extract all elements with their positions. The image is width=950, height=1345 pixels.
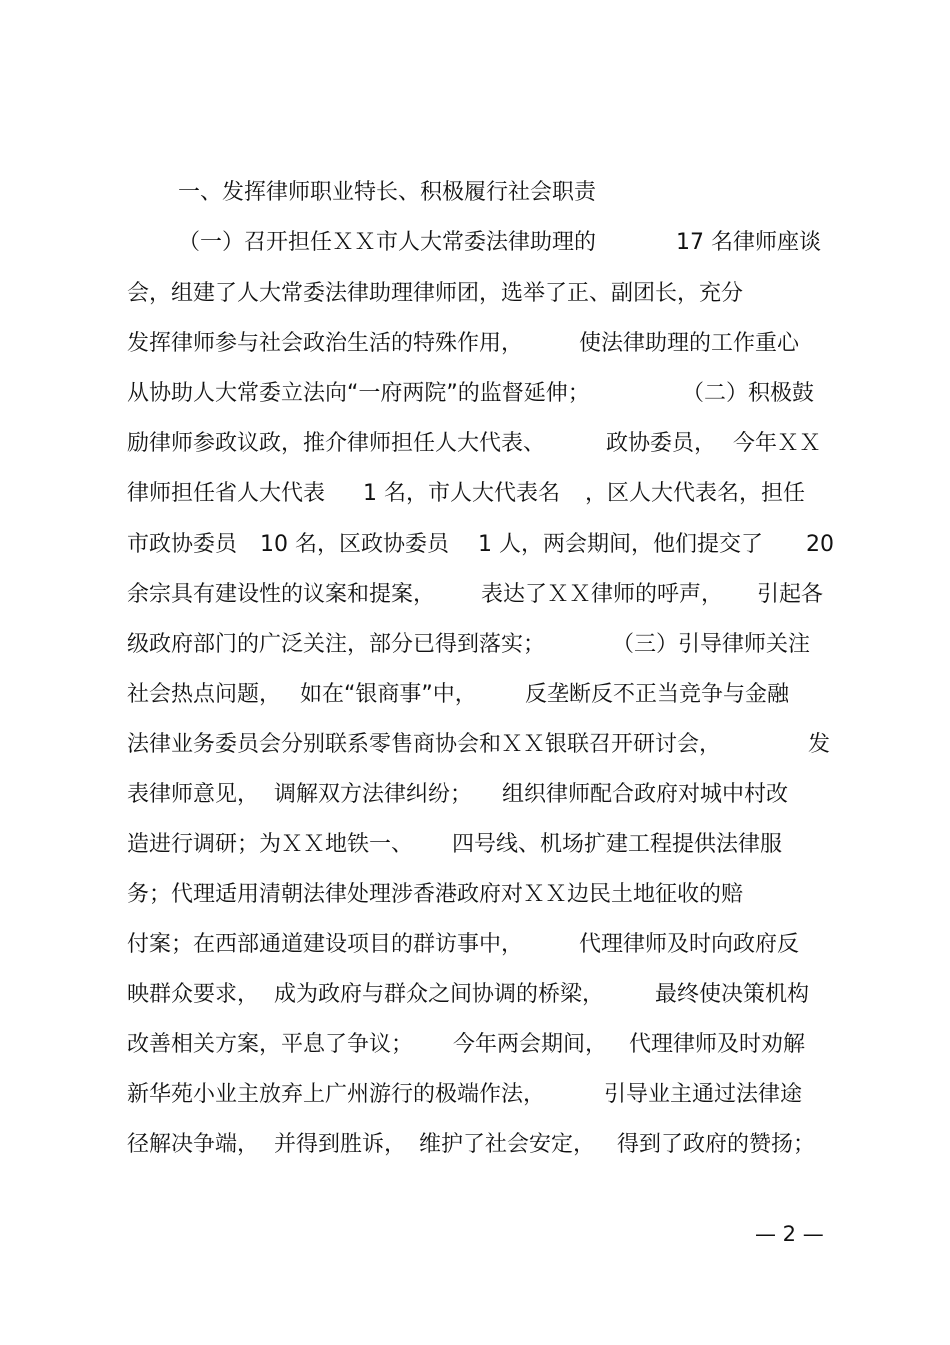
text-segment: 表律师意见， xyxy=(127,782,260,807)
text-segment: 组织律师配合政府对城中村改 xyxy=(502,782,789,807)
text-segment: 级政府部门的广泛关注，部分已得到落实； xyxy=(127,632,546,657)
text-segment: 表达了ＸＸ律师的呼声， xyxy=(481,582,724,607)
text-segment: 市政协委员 xyxy=(127,532,238,557)
text-segment: 得到了政府的赞扬； xyxy=(617,1132,816,1157)
text-segment: 付案；在西部通道建设项目的群访事中， xyxy=(127,932,524,957)
text-segment: 发 xyxy=(808,732,831,757)
text-segment: 10 名，区政协委员 xyxy=(260,532,449,557)
text-segment: （一）召开担任ＸＸ市人大常委法律助理的 xyxy=(178,230,597,255)
text-segment: 励律师参政议政，推介律师担任人大代表、 xyxy=(127,431,546,456)
text-segment: 改善相关方案，平息了争议； xyxy=(127,1032,414,1057)
text-segment: 社会热点问题， xyxy=(127,682,282,707)
text-segment: 如在“银商事”中， xyxy=(300,682,477,707)
text-segment: 政协委员， xyxy=(606,431,717,456)
text-segment: 反垄断反不正当竞争与金融 xyxy=(525,682,790,707)
text-segment: 引起各 xyxy=(757,582,824,607)
text-segment: 务；代理适用清朝法律处理涉香港政府对ＸＸ边民土地征收的赔 xyxy=(127,882,744,907)
text-segment: 17 名律师座谈 xyxy=(676,230,821,255)
text-segment: 使法律助理的工作重心 xyxy=(579,331,800,356)
text-segment: 成为政府与群众之间协调的桥梁， xyxy=(274,982,605,1007)
text-segment: 映群众要求， xyxy=(127,982,260,1007)
text-segment: 律师担任省人大代表 xyxy=(127,481,326,506)
text-segment: 四号线、机场扩建工程提供法律服 xyxy=(452,832,783,857)
text-segment: 并得到胜诉， xyxy=(274,1132,407,1157)
text-segment: 1 人，两会期间，他们提交了 xyxy=(478,532,763,557)
text-segment: 造进行调研；为ＸＸ地铁一、 xyxy=(127,832,414,857)
text-segment: 余宗具有建设性的议案和提案， xyxy=(127,582,436,607)
text-segment: 会，组建了人大常委法律助理律师团，选举了正、副团长，充分 xyxy=(127,281,744,306)
text-segment: 1 名，市人大代表名 xyxy=(363,481,560,506)
text-segment: 维护了社会安定， xyxy=(419,1132,596,1157)
text-segment: （二）积极鼓 xyxy=(682,381,815,406)
text-segment: 调解双方法律纠纷； xyxy=(274,782,473,807)
text-segment: 今年两会期间， xyxy=(453,1032,608,1057)
text-segment: 法律业务委员会分别联系零售商协会和ＸＸ银联召开研讨会， xyxy=(127,732,722,757)
text-segment: 新华苑小业主放弃上广州游行的极端作法， xyxy=(127,1082,546,1107)
text-segment: 代理律师及时劝解 xyxy=(629,1032,806,1057)
section-heading: 一、发挥律师职业特长、积极履行社会职责 xyxy=(178,180,597,205)
text-segment: 代理律师及时向政府反 xyxy=(579,932,800,957)
text-segment: 发挥律师参与社会政治生活的特殊作用， xyxy=(127,331,524,356)
text-segment: 从协助人大常委立法向“一府两院”的监督延伸； xyxy=(127,381,590,406)
text-segment: 引导业主通过法律途 xyxy=(604,1082,803,1107)
text-segment: 今年ＸＸ xyxy=(733,431,822,456)
text-segment: 最终使决策机构 xyxy=(655,982,810,1007)
text-segment: 径解决争端， xyxy=(127,1132,260,1157)
text-segment: 20 xyxy=(806,532,834,557)
text-segment: （三）引导律师关注 xyxy=(612,632,811,657)
text-segment: ，区人大代表名，担任 xyxy=(585,481,806,506)
page-number: — 2 — xyxy=(755,1222,824,1246)
